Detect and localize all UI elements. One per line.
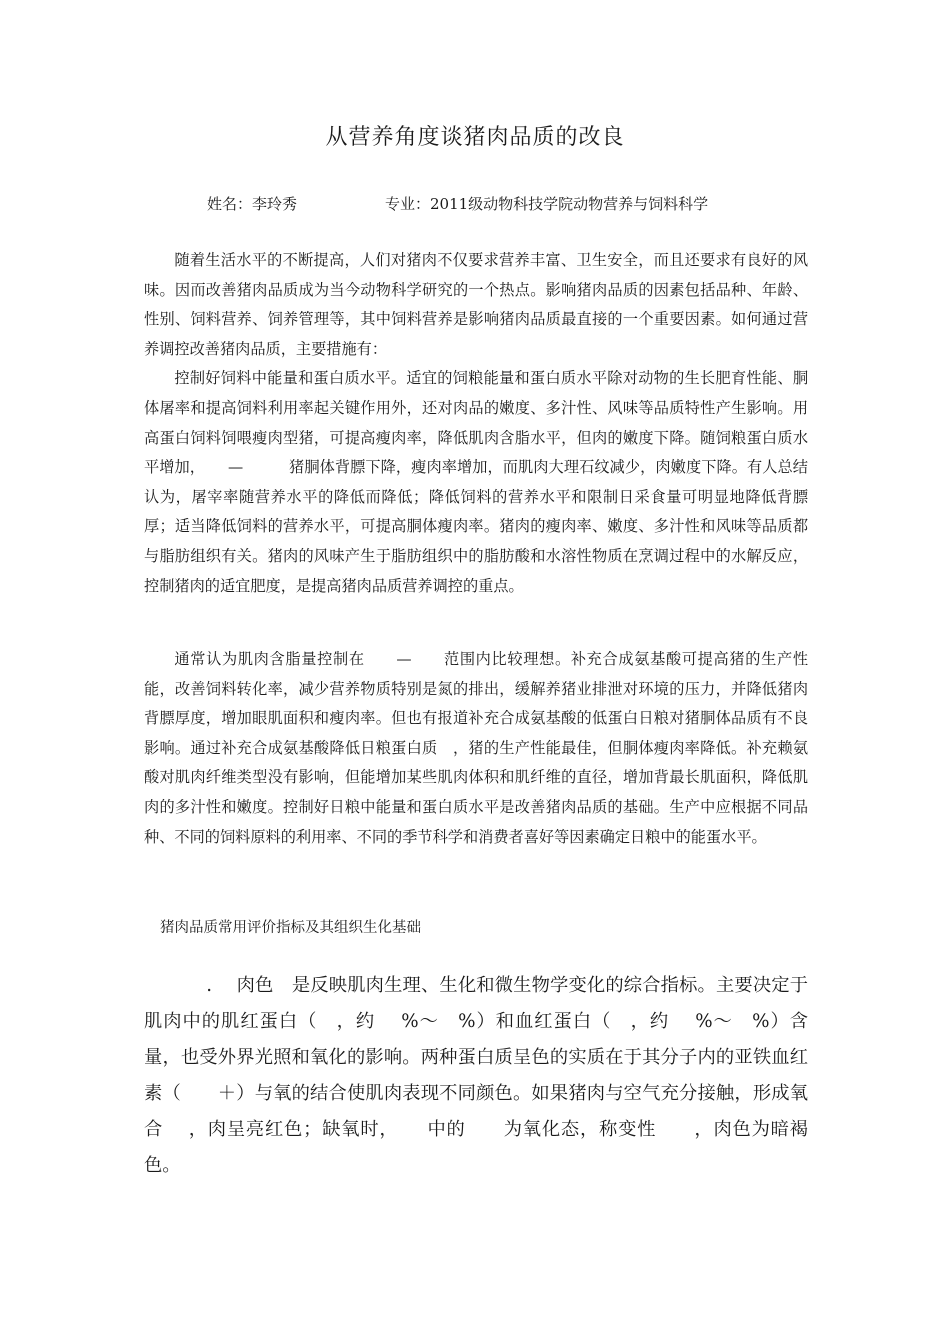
body-text-block: [144, 246, 808, 601]
section-heading: 猪肉品质常用评价指标及其组织生化基础: [160, 920, 421, 936]
document-title: 从营养角度谈猪肉品质的改良: [325, 125, 625, 150]
paragraph-meat-color: . 肉色 是反映肌肉生理、生化和微生物学变化的综合指标。主要决定于肌肉中的肌红蛋白（ ，约 %～ %）和血红蛋白（ ，约 %～ %）含量，也受外界光照和氧化的影响。两种蛋白质呈色的实质在于其分子内的亚铁血红素（ ＋）与氧的结合使肌肉表现不同颜色。如果猪肉与空气充分接触，形成氧合 ，肉呈亮红色；缺氧时， 中的 为氧化态，称变性 ，肉色为暗褐色。: [144, 975, 808, 1176]
paragraph-energy-protein: 控制好饲料中能量和蛋白质水平。适宜的饲粮能量和蛋白质水平除对动物的生长肥育性能、胴体屠率和提高饲料利用率起关键作用外，还对肉品的嫩度、多汁性、风味等品质特性产生影响。用高蛋白饲料饲喂瘦肉型猪，可提高瘦肉率，降低肌肉含脂水平，但肉的嫩度下降。随饲粮蛋白质水平增加， — 猪胴体背膘下降，瘦肉率增加，而肌肉大理石纹减少，肉嫩度下降。有人总结认为，屠宰率随营养水平的降低而降低；降低饲料的营养水平和限制日采食量可明显地降低背膘厚；适当降低饲料的营养水平，可提高胴体瘦肉率。猪肉的瘦肉率、嫩度、多汁性和风味等品质都与脂肪组织有关。猪肉的风味产生于脂肪组织中的脂肪酸和水溶性物质在烹调过程中的水解反应，控制猪肉的适宜肥度，是提高猪肉品质营养调控的重点。: [144, 369, 808, 595]
author-major: 专业：2011级动物科技学院动物营养与饲料科学: [385, 195, 709, 213]
body-text-block-2: [144, 645, 808, 852]
author-name: 姓名：李玲秀: [207, 195, 298, 213]
paragraph-amino-acids: 通常认为肌肉含脂量控制在 — 范围内比较理想。补充合成氨基酸可提高猪的生产性能，改善饲料转化率，减少营养物质特别是氮的排出，缓解养猪业排泄对环境的压力，并降低猪肉背膘厚度，增加眼肌面积和瘦肉率。但也有报道补充合成氨基酸的低蛋白日粮对猪胴体品质有不良影响。通过补充合成氨基酸降低日粮蛋白质 ，猪的生产性能最佳，但胴体瘦肉率降低。补充赖氨酸对肌肉纤维类型没有影响，但能增加某些肌肉体积和肌纤维的直径，增加背最长肌面积，降低肌肉的多汁性和嫩度。控制好日粮中能量和蛋白质水平是改善猪肉品质的基础。生产中应根据不同品种、不同的饲料原料的利用率、不同的季节科学和消费者喜好等因素确定日粮中的能蛋水平。: [144, 650, 808, 846]
meat-color-block: [144, 968, 808, 1184]
paragraph-intro: 随着生活水平的不断提高，人们对猪肉不仅要求营养丰富、卫生安全，而且还要求有良好的风味。因而改善猪肉品质成为当今动物科学研究的一个热点。影响猪肉品质的因素包括品种、年龄、性别、饲料营养、饲养管理等，其中饲料营养是影响猪肉品质最直接的一个重要因素。如何通过营养调控改善猪肉品质，主要措施有：: [144, 251, 808, 358]
